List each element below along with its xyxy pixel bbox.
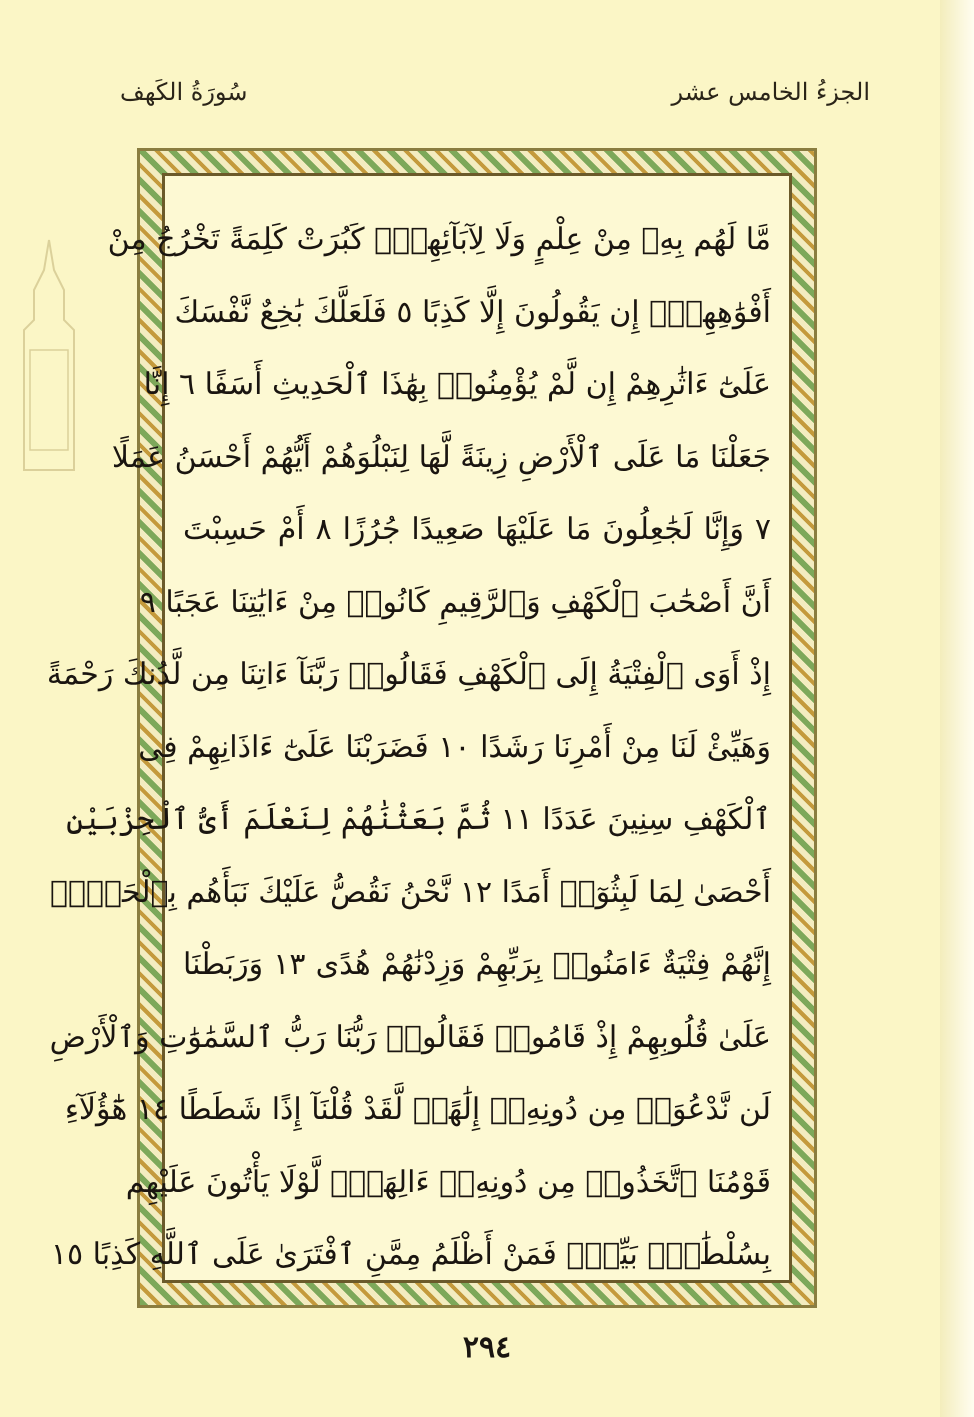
text-line: عَلَىٰٓ ءَاثَٰرِهِمْ إِن لَّمْ يُؤْمِنُوا۟ بِهَٰذَا ٱلْحَدِيثِ أَسَفًا ٦ إِنَّا [143,367,771,402]
text-line: جَعَلْنَا مَا عَلَى ٱلْأَرْضِ زِينَةً لَّهَا لِنَبْلُوَهُمْ أَيُّهُمْ أَحْسَنُ عَمَلًا [111,439,771,475]
text-line: أَنَّ أَصْحَٰبَ ٱلْكَهْفِ وَٱلرَّقِيمِ كَانُوا۟ مِنْ ءَايَٰتِنَا عَجَبًا ٩ [139,584,771,620]
text-line: أَحْصَىٰ لِمَا لَبِثُوٓا۟ أَمَدًا ١٢ نَّحْنُ نَقُصُّ عَلَيْكَ نَبَأَهُم بِٱلْحَقِّۚ [49,874,771,910]
hizb-marker-ornament [18,240,80,480]
text-line: وَهَيِّئْ لَنَا مِنْ أَمْرِنَا رَشَدًا ١٠ فَضَرَبْنَا عَلَىٰٓ ءَاذَانِهِمْ فِى [138,729,771,765]
text-line: ٱلْكَهْفِ سِنِينَ عَدَدًا ١١ ثُمَّ بَعَثْنَٰهُمْ لِنَعْلَمَ أَىُّ ٱلْحِزْبَيْنِ [66,802,771,837]
text-line: أَفْوَٰهِهِمْۚ إِن يَقُولُونَ إِلَّا كَذِبًا ٥ فَلَعَلَّكَ بَٰخِعٌ نَّفْسَكَ [174,294,771,330]
page-header [120,78,870,118]
text-line: ٧ وَإِنَّا لَجَٰعِلُونَ مَا عَلَيْهَا صَعِيدًا جُرُزًا ٨ أَمْ حَسِبْتَ [183,512,771,547]
text-line: إِنَّهُمْ فِتْيَةٌ ءَامَنُوا۟ بِرَبِّهِمْ وَزِدْنَٰهُمْ هُدًى ١٣ وَرَبَطْنَا [183,947,771,982]
page-frame [46,148,817,1308]
page-edge [940,0,974,1417]
text-line: عَلَىٰ قُلُوبِهِمْ إِذْ قَامُوا۟ فَقَالُوا۟ رَبُّنَا رَبُّ ٱلسَّمَٰوَٰتِ وَٱلْأَرْضِ [49,1019,771,1055]
text-line: بِسُلْطَٰنٍۭ بَيِّنٍۖ فَمَنْ أَظْلَمُ مِمَّنِ ٱفْتَرَىٰ عَلَى ٱللَّهِ كَذِبًا ١٥ [50,1237,771,1272]
quran-text [46,204,771,1272]
page-number: ٢٩٤ [462,1330,512,1365]
surah-label: سُورَةُ الكَهف [120,78,248,106]
text-line: لَن نَّدْعُوَا۟ مِن دُونِهِۦٓ إِلَٰهًاۖ لَّقَدْ قُلْنَآ إِذًا شَطَطًا ١٤ هَٰٓؤُلَآءِ [64,1092,771,1127]
text-line: قَوْمُنَا ٱتَّخَذُوا۟ مِن دُونِهِۦٓ ءَالِهَةًۖ لَّوْلَا يَأْتُونَ عَلَيْهِم [125,1164,771,1200]
text-frame [46,173,792,1283]
text-line: إِذْ أَوَى ٱلْفِتْيَةُ إِلَى ٱلْكَهْفِ فَقَالُوا۟ رَبَّنَآ ءَاتِنَا مِن لَّدُنكَ رَحْمَةً [46,657,771,692]
juz-label: الجزءُ الخامس عشر [671,78,870,106]
text-line: مَّا لَهُم بِهِۦ مِنْ عِلْمٍ وَلَا لِآبَآئِهِمْۚ كَبُرَتْ كَلِمَةً تَخْرُجُ مِنْ [107,222,771,257]
